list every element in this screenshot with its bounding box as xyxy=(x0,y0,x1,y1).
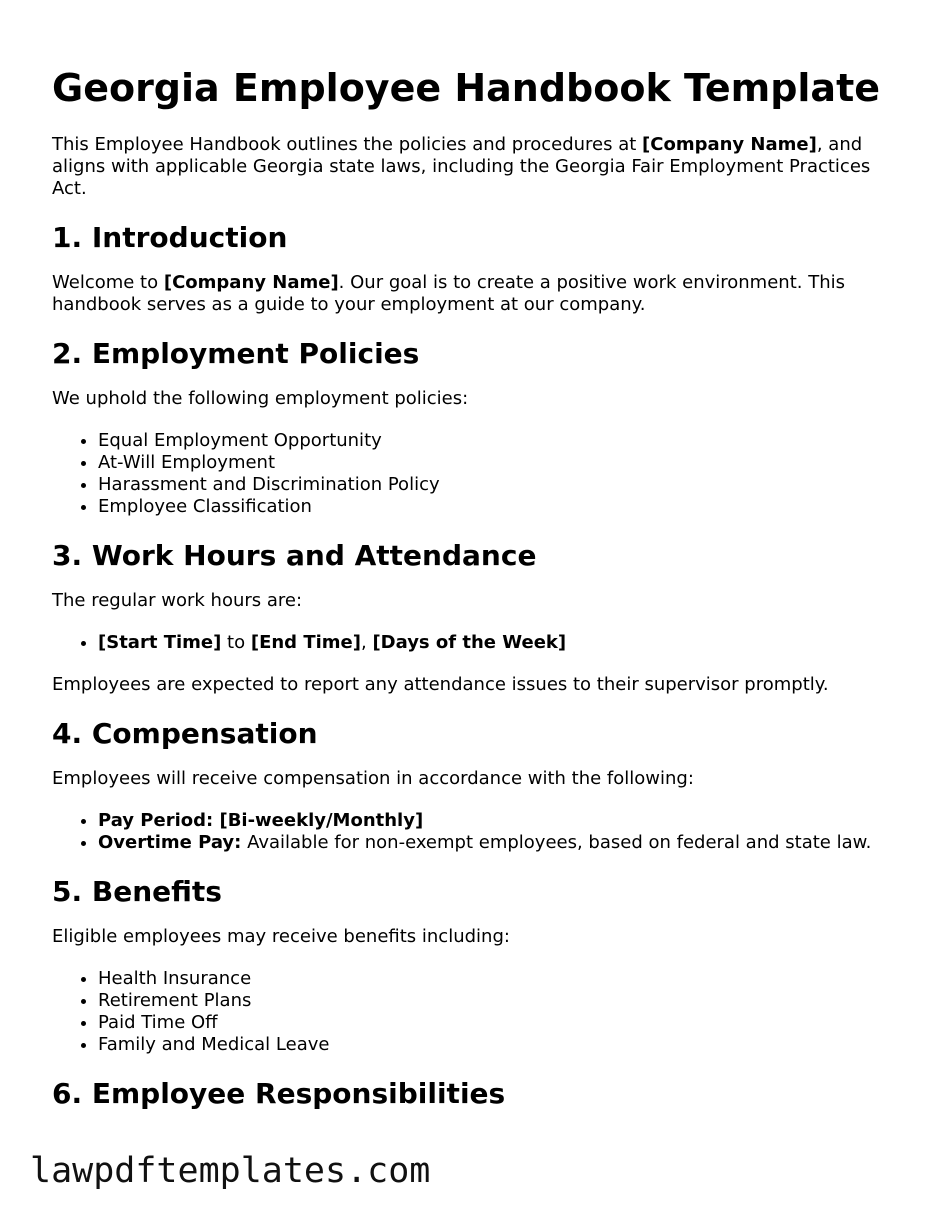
list-item xyxy=(98,632,892,654)
comma-text: , xyxy=(360,632,373,653)
welcome-text-cont: . Our goal is to create a positive work environment. This handbook serves as a guide to your employment at our company. xyxy=(52,272,845,315)
pay-period-text: Pay Period: [Bi-weekly/Monthly] xyxy=(98,810,424,831)
days-placeholder: [Days of the Week] xyxy=(372,632,567,653)
work-hours-lead: The regular work hours are: xyxy=(52,590,303,611)
section-heading-introduction: 1. Introduction xyxy=(52,221,288,254)
welcome-text: Welcome to xyxy=(52,272,164,293)
section-heading-employment-policies: 2. Employment Policies xyxy=(52,337,420,370)
list-item: • Employee Classification xyxy=(98,496,892,518)
list-item: • Equal Employment Opportunity xyxy=(98,430,892,452)
overtime-text: Available for non-exempt employees, based on federal and state law. xyxy=(241,832,872,853)
attendance-paragraph: Employees are expected to report any attendance issues to their supervisor promptly. xyxy=(52,674,829,695)
section-heading-compensation: 4. Compensation xyxy=(52,717,318,750)
intro-text: This Employee Handbook outlines the policies and procedures at xyxy=(52,134,643,155)
list-item: • At-Will Employment xyxy=(98,452,892,474)
end-time-placeholder: [End Time] xyxy=(250,632,361,653)
list-item xyxy=(98,810,892,832)
document-page xyxy=(52,62,892,1128)
company-placeholder: [Company Name] xyxy=(163,272,339,293)
compensation-lead: Employees will receive compensation in accordance with the following: xyxy=(52,768,694,789)
list-item: • Paid Time Off xyxy=(98,1012,892,1034)
work-hours-list xyxy=(52,632,892,654)
section-heading-employee-responsibilities: 6. Employee Responsibilities xyxy=(52,1077,506,1110)
intro-paragraph xyxy=(52,134,892,200)
policies-lead: We uphold the following employment policies: xyxy=(52,388,469,409)
section-heading-work-hours: 3. Work Hours and Attendance xyxy=(52,539,537,572)
section-heading-benefits: 5. Benefits xyxy=(52,875,222,908)
list-item: • Harassment and Discrimination Policy xyxy=(98,474,892,496)
to-text: to xyxy=(221,632,251,653)
policies-list xyxy=(52,430,892,518)
watermark-text: lawpdftemplates.com xyxy=(30,1151,431,1191)
list-item: • Health Insurance xyxy=(98,968,892,990)
list-item xyxy=(98,832,892,854)
benefits-list xyxy=(52,968,892,1056)
benefits-lead: Eligible employees may receive benefits including: xyxy=(52,926,510,947)
start-time-placeholder: [Start Time] xyxy=(98,632,222,653)
company-placeholder: [Company Name] xyxy=(642,134,817,155)
compensation-list xyxy=(52,810,892,854)
list-item: • Family and Medical Leave xyxy=(98,1034,892,1056)
introduction-paragraph xyxy=(52,272,892,316)
list-item: • Retirement Plans xyxy=(98,990,892,1012)
document-title: Georgia Employee Handbook Template xyxy=(52,66,881,110)
intro-text-cont: , and aligns with applicable Georgia state laws, including the Georgia Fair Employment Practices Act. xyxy=(52,134,871,199)
overtime-label: Overtime Pay: xyxy=(98,832,242,853)
